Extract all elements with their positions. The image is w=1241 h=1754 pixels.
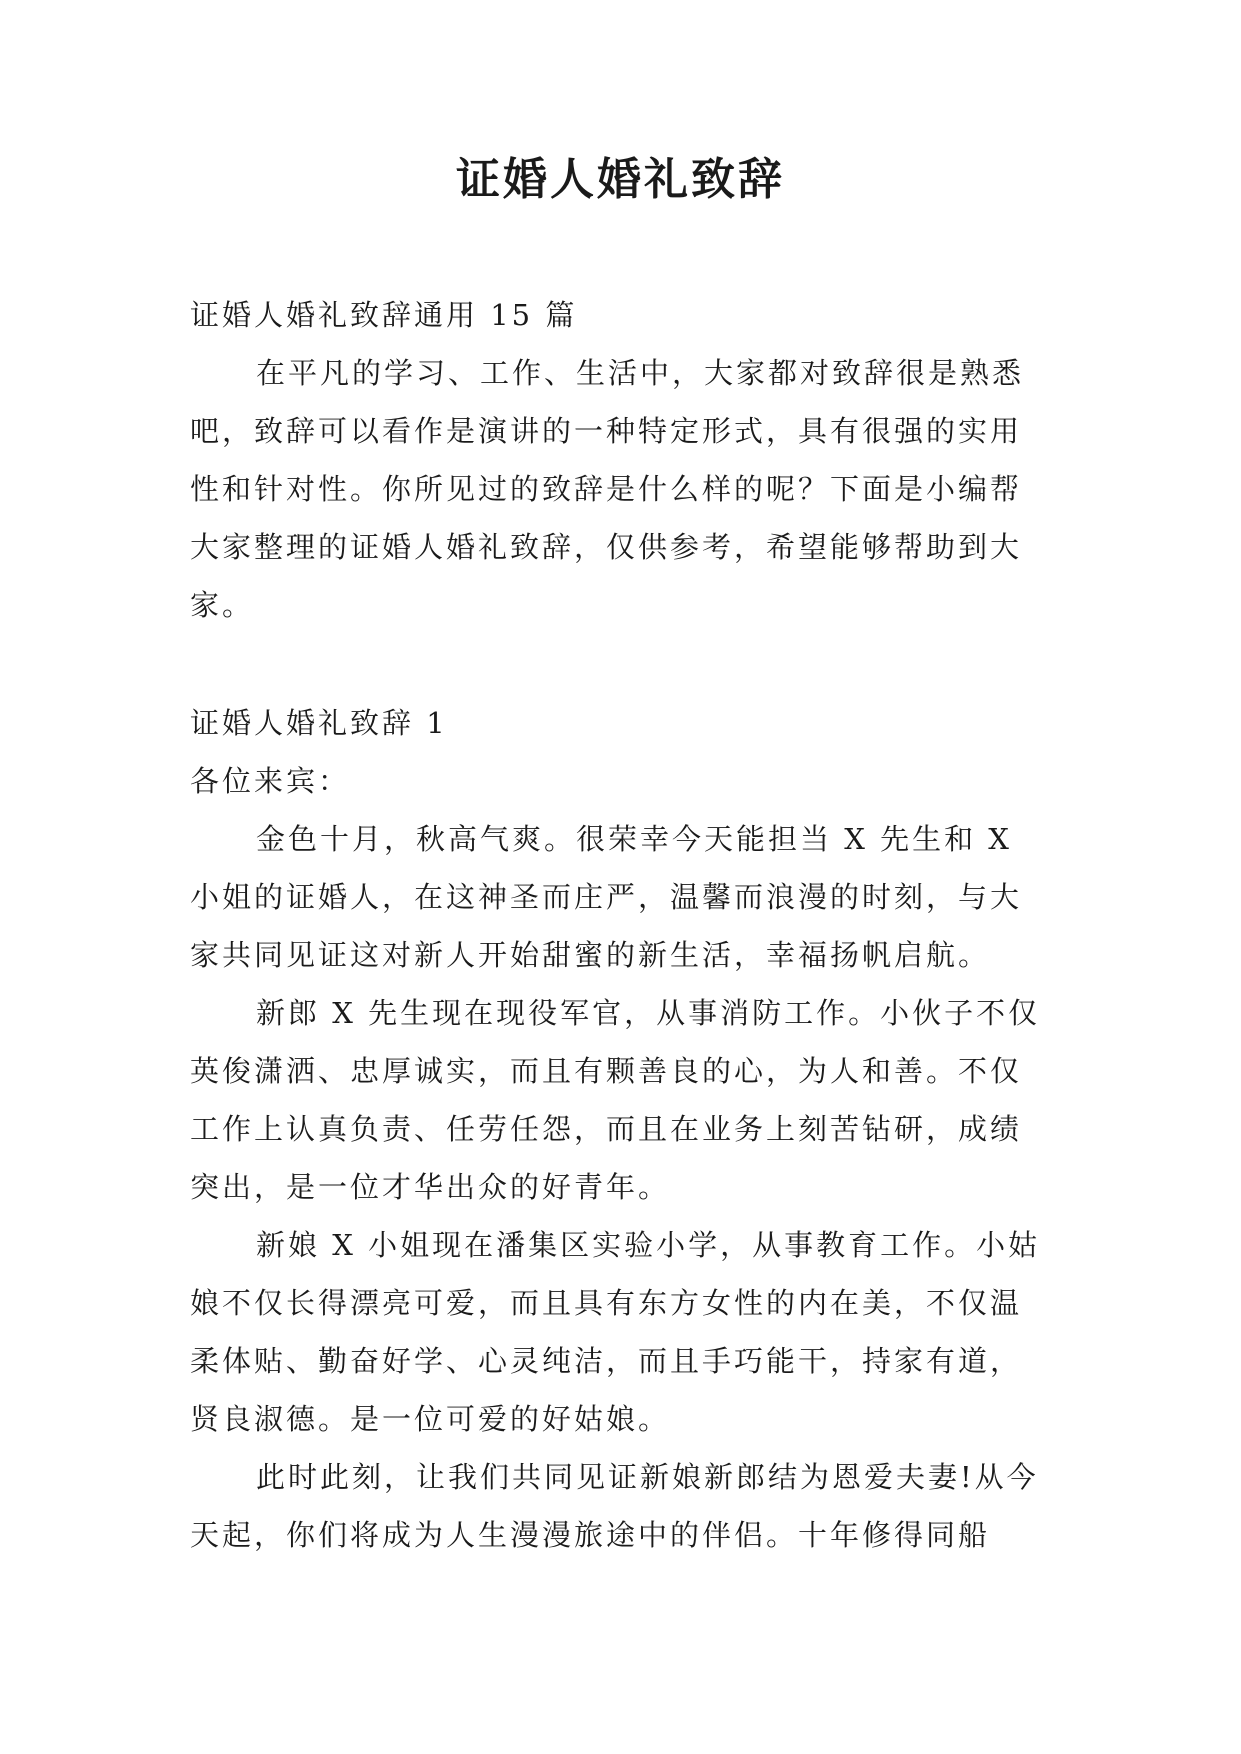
body-paragraph: 金色十月，秋高气爽。很荣幸今天能担当 X 先生和 X 小姐的证婚人，在这神圣而庄严，温馨而浪漫的时刻，与大家共同见证这对新人开始甜蜜的新生活，幸福扬帆启航。 [190, 822, 1023, 972]
salutation: 各位来宾： [190, 764, 351, 798]
body-paragraph: 新娘 X 小姐现在潘集区实验小学，从事教育工作。小姑娘不仅长得漂亮可爱，而且具有东方女性的内在美，不仅温柔体贴、勤奋好学、心灵纯洁，而且手巧能干，持家有道，贤良淑德。是一位可爱的好姑娘。 [190, 1228, 1041, 1436]
body-paragraph: 新郎 X 先生现在现役军官，从事消防工作。小伙子不仅英俊潇洒、忠厚诚实，而且有颗善良的心，为人和善。不仅工作上认真负责、任劳任怨，而且在业务上刻苦钻研，成绩突出，是一位才华出众的好青年。 [190, 996, 1041, 1204]
section-heading: 证婚人婚礼致辞 1 [190, 706, 448, 740]
body-paragraph: 此时此刻，让我们共同见证新娘新郎结为恩爱夫妻!从今天起，你们将成为人生漫漫旅途中的伴侣。十年修得同船 [190, 1460, 1039, 1552]
document-title: 证婚人婚礼致辞 [456, 154, 785, 205]
document-subtitle: 证婚人婚礼致辞通用 15 篇 [190, 298, 578, 332]
intro-paragraph: 在平凡的学习、工作、生活中，大家都对致辞很是熟悉吧，致辞可以看作是演讲的一种特定形式，具有很强的实用性和针对性。你所见过的致辞是什么样的呢？下面是小编帮大家整理的证婚人婚礼致辞，仅供参考，希望能够帮助到大家。 [190, 356, 1025, 622]
